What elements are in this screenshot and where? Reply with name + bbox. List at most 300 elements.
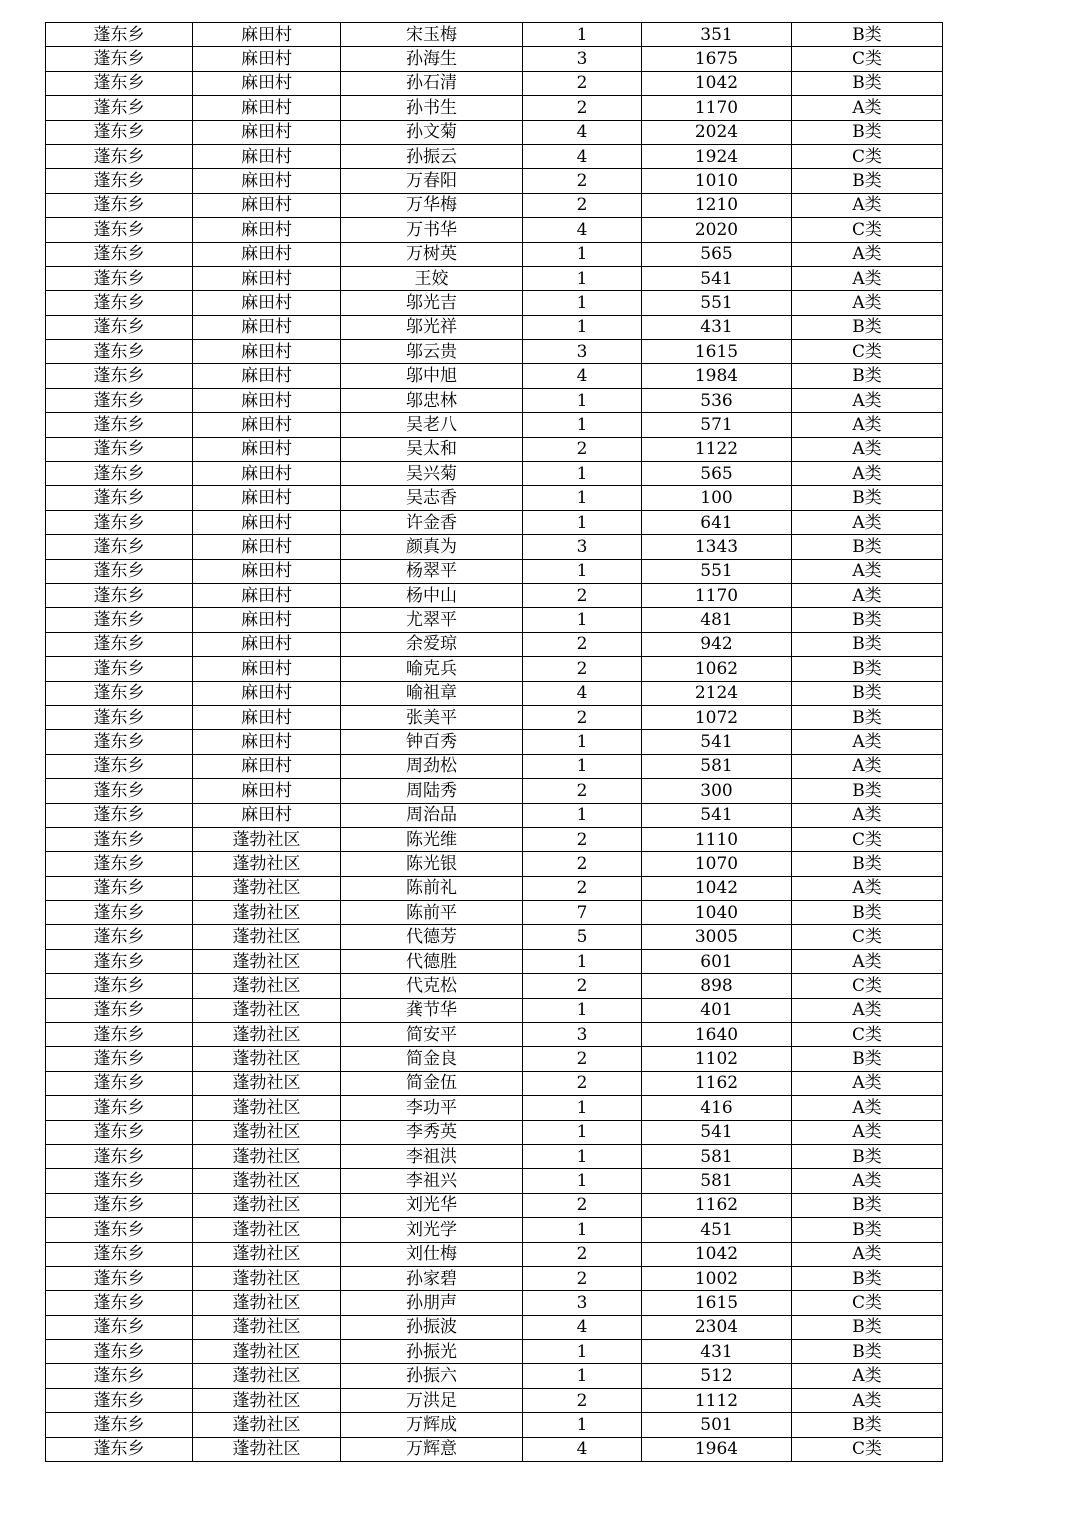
name-cell: 孙振云 xyxy=(341,144,523,168)
township-cell: 蓬东乡 xyxy=(46,340,193,364)
township-cell: 蓬东乡 xyxy=(46,827,193,851)
amount-cell: 1675 xyxy=(642,47,792,71)
table-row xyxy=(46,1047,943,1071)
village-cell: 麻田村 xyxy=(193,71,341,95)
amount-cell: 601 xyxy=(642,949,792,973)
category-cell: B类 xyxy=(792,1218,943,1242)
township-cell: 蓬东乡 xyxy=(46,705,193,729)
table-row xyxy=(46,1193,943,1217)
table-row xyxy=(46,510,943,534)
village-cell: 麻田村 xyxy=(193,535,341,559)
category-cell: A类 xyxy=(792,559,943,583)
name-cell: 邬光祥 xyxy=(341,315,523,339)
household-size-cell: 2 xyxy=(523,827,642,851)
amount-cell: 2124 xyxy=(642,681,792,705)
category-cell: B类 xyxy=(792,705,943,729)
category-cell: A类 xyxy=(792,437,943,461)
table-row xyxy=(46,437,943,461)
name-cell: 李功平 xyxy=(341,1096,523,1120)
township-cell: 蓬东乡 xyxy=(46,1193,193,1217)
township-cell: 蓬东乡 xyxy=(46,1218,193,1242)
township-cell: 蓬东乡 xyxy=(46,1364,193,1388)
village-cell: 麻田村 xyxy=(193,803,341,827)
township-cell: 蓬东乡 xyxy=(46,462,193,486)
amount-cell: 416 xyxy=(642,1096,792,1120)
household-size-cell: 2 xyxy=(523,437,642,461)
category-cell: B类 xyxy=(792,169,943,193)
category-cell: B类 xyxy=(792,535,943,559)
category-cell: B类 xyxy=(792,779,943,803)
amount-cell: 1102 xyxy=(642,1047,792,1071)
township-cell: 蓬东乡 xyxy=(46,388,193,412)
table-row xyxy=(46,681,943,705)
amount-cell: 581 xyxy=(642,754,792,778)
amount-cell: 431 xyxy=(642,1340,792,1364)
name-cell: 钟百秀 xyxy=(341,730,523,754)
township-cell: 蓬东乡 xyxy=(46,510,193,534)
table-row xyxy=(46,1120,943,1144)
category-cell: A类 xyxy=(792,1388,943,1412)
village-cell: 蓬勃社区 xyxy=(193,1144,341,1168)
name-cell: 刘仕梅 xyxy=(341,1242,523,1266)
township-cell: 蓬东乡 xyxy=(46,1437,193,1461)
amount-cell: 565 xyxy=(642,462,792,486)
village-cell: 麻田村 xyxy=(193,705,341,729)
data-table xyxy=(45,22,943,1462)
name-cell: 万春阳 xyxy=(341,169,523,193)
township-cell: 蓬东乡 xyxy=(46,803,193,827)
township-cell: 蓬东乡 xyxy=(46,681,193,705)
table-row xyxy=(46,779,943,803)
household-size-cell: 1 xyxy=(523,242,642,266)
table-row xyxy=(46,974,943,998)
table-row xyxy=(46,462,943,486)
name-cell: 孙振六 xyxy=(341,1364,523,1388)
village-cell: 蓬勃社区 xyxy=(193,998,341,1022)
village-cell: 麻田村 xyxy=(193,23,341,47)
table-row xyxy=(46,1291,943,1315)
name-cell: 龚节华 xyxy=(341,998,523,1022)
household-size-cell: 2 xyxy=(523,852,642,876)
amount-cell: 431 xyxy=(642,315,792,339)
category-cell: B类 xyxy=(792,1413,943,1437)
household-size-cell: 3 xyxy=(523,535,642,559)
village-cell: 麻田村 xyxy=(193,120,341,144)
amount-cell: 541 xyxy=(642,1120,792,1144)
village-cell: 蓬勃社区 xyxy=(193,974,341,998)
household-size-cell: 1 xyxy=(523,388,642,412)
village-cell: 麻田村 xyxy=(193,730,341,754)
category-cell: A类 xyxy=(792,1364,943,1388)
name-cell: 陈光维 xyxy=(341,827,523,851)
township-cell: 蓬东乡 xyxy=(46,876,193,900)
household-size-cell: 2 xyxy=(523,96,642,120)
name-cell: 李秀英 xyxy=(341,1120,523,1144)
township-cell: 蓬东乡 xyxy=(46,169,193,193)
township-cell: 蓬东乡 xyxy=(46,1169,193,1193)
amount-cell: 1072 xyxy=(642,705,792,729)
name-cell: 刘光学 xyxy=(341,1218,523,1242)
category-cell: C类 xyxy=(792,1291,943,1315)
table-row xyxy=(46,1340,943,1364)
table-row xyxy=(46,535,943,559)
category-cell: C类 xyxy=(792,925,943,949)
amount-cell: 1924 xyxy=(642,144,792,168)
township-cell: 蓬东乡 xyxy=(46,144,193,168)
name-cell: 万树英 xyxy=(341,242,523,266)
household-size-cell: 2 xyxy=(523,193,642,217)
amount-cell: 1110 xyxy=(642,827,792,851)
township-cell: 蓬东乡 xyxy=(46,1413,193,1437)
category-cell: A类 xyxy=(792,754,943,778)
household-size-cell: 2 xyxy=(523,71,642,95)
township-cell: 蓬东乡 xyxy=(46,47,193,71)
name-cell: 万辉成 xyxy=(341,1413,523,1437)
township-cell: 蓬东乡 xyxy=(46,1242,193,1266)
village-cell: 蓬勃社区 xyxy=(193,1437,341,1461)
household-size-cell: 1 xyxy=(523,754,642,778)
village-cell: 蓬勃社区 xyxy=(193,1340,341,1364)
name-cell: 王姣 xyxy=(341,266,523,290)
table-row xyxy=(46,486,943,510)
village-cell: 麻田村 xyxy=(193,779,341,803)
table-row xyxy=(46,413,943,437)
table-row xyxy=(46,71,943,95)
name-cell: 陈前平 xyxy=(341,901,523,925)
village-cell: 麻田村 xyxy=(193,437,341,461)
household-size-cell: 1 xyxy=(523,998,642,1022)
category-cell: B类 xyxy=(792,1340,943,1364)
township-cell: 蓬东乡 xyxy=(46,1120,193,1144)
township-cell: 蓬东乡 xyxy=(46,1388,193,1412)
table-row xyxy=(46,754,943,778)
amount-cell: 551 xyxy=(642,291,792,315)
category-cell: A类 xyxy=(792,803,943,827)
village-cell: 蓬勃社区 xyxy=(193,1047,341,1071)
table-row xyxy=(46,705,943,729)
household-size-cell: 3 xyxy=(523,1023,642,1047)
document-page xyxy=(45,22,943,1462)
township-cell: 蓬东乡 xyxy=(46,535,193,559)
household-size-cell: 1 xyxy=(523,1096,642,1120)
village-cell: 麻田村 xyxy=(193,583,341,607)
township-cell: 蓬东乡 xyxy=(46,364,193,388)
table-row xyxy=(46,901,943,925)
household-size-cell: 3 xyxy=(523,340,642,364)
category-cell: B类 xyxy=(792,632,943,656)
village-cell: 蓬勃社区 xyxy=(193,1388,341,1412)
township-cell: 蓬东乡 xyxy=(46,71,193,95)
category-cell: A类 xyxy=(792,949,943,973)
township-cell: 蓬东乡 xyxy=(46,1144,193,1168)
category-cell: C类 xyxy=(792,827,943,851)
table-row xyxy=(46,1437,943,1461)
amount-cell: 541 xyxy=(642,730,792,754)
amount-cell: 1615 xyxy=(642,340,792,364)
category-cell: B类 xyxy=(792,852,943,876)
village-cell: 麻田村 xyxy=(193,657,341,681)
name-cell: 邬忠林 xyxy=(341,388,523,412)
table-row xyxy=(46,266,943,290)
table-row xyxy=(46,559,943,583)
name-cell: 吴太和 xyxy=(341,437,523,461)
name-cell: 孙振光 xyxy=(341,1340,523,1364)
amount-cell: 551 xyxy=(642,559,792,583)
table-row xyxy=(46,23,943,47)
village-cell: 蓬勃社区 xyxy=(193,1315,341,1339)
amount-cell: 1010 xyxy=(642,169,792,193)
table-body xyxy=(46,23,943,1462)
table-row xyxy=(46,608,943,632)
name-cell: 孙振波 xyxy=(341,1315,523,1339)
category-cell: C类 xyxy=(792,1023,943,1047)
household-size-cell: 5 xyxy=(523,925,642,949)
township-cell: 蓬东乡 xyxy=(46,608,193,632)
category-cell: C类 xyxy=(792,974,943,998)
name-cell: 万华梅 xyxy=(341,193,523,217)
category-cell: B类 xyxy=(792,71,943,95)
village-cell: 蓬勃社区 xyxy=(193,1413,341,1437)
amount-cell: 541 xyxy=(642,266,792,290)
table-row xyxy=(46,120,943,144)
village-cell: 麻田村 xyxy=(193,486,341,510)
household-size-cell: 1 xyxy=(523,291,642,315)
category-cell: C类 xyxy=(792,218,943,242)
name-cell: 张美平 xyxy=(341,705,523,729)
household-size-cell: 1 xyxy=(523,1340,642,1364)
name-cell: 邬光吉 xyxy=(341,291,523,315)
name-cell: 孙海生 xyxy=(341,47,523,71)
amount-cell: 1170 xyxy=(642,583,792,607)
household-size-cell: 2 xyxy=(523,632,642,656)
village-cell: 麻田村 xyxy=(193,266,341,290)
category-cell: B类 xyxy=(792,120,943,144)
category-cell: C类 xyxy=(792,144,943,168)
amount-cell: 565 xyxy=(642,242,792,266)
household-size-cell: 3 xyxy=(523,1291,642,1315)
amount-cell: 1070 xyxy=(642,852,792,876)
household-size-cell: 1 xyxy=(523,1144,642,1168)
category-cell: A类 xyxy=(792,242,943,266)
household-size-cell: 1 xyxy=(523,1169,642,1193)
table-row xyxy=(46,144,943,168)
amount-cell: 481 xyxy=(642,608,792,632)
amount-cell: 1615 xyxy=(642,1291,792,1315)
amount-cell: 1122 xyxy=(642,437,792,461)
village-cell: 蓬勃社区 xyxy=(193,1266,341,1290)
table-row xyxy=(46,583,943,607)
township-cell: 蓬东乡 xyxy=(46,998,193,1022)
table-row xyxy=(46,1242,943,1266)
table-row xyxy=(46,1169,943,1193)
village-cell: 麻田村 xyxy=(193,340,341,364)
amount-cell: 1640 xyxy=(642,1023,792,1047)
household-size-cell: 1 xyxy=(523,462,642,486)
amount-cell: 2020 xyxy=(642,218,792,242)
household-size-cell: 2 xyxy=(523,876,642,900)
village-cell: 麻田村 xyxy=(193,315,341,339)
township-cell: 蓬东乡 xyxy=(46,974,193,998)
village-cell: 蓬勃社区 xyxy=(193,949,341,973)
village-cell: 蓬勃社区 xyxy=(193,827,341,851)
township-cell: 蓬东乡 xyxy=(46,1071,193,1095)
name-cell: 简金伍 xyxy=(341,1071,523,1095)
amount-cell: 536 xyxy=(642,388,792,412)
name-cell: 李祖洪 xyxy=(341,1144,523,1168)
table-row xyxy=(46,1096,943,1120)
village-cell: 麻田村 xyxy=(193,754,341,778)
table-row xyxy=(46,1218,943,1242)
village-cell: 麻田村 xyxy=(193,681,341,705)
table-row xyxy=(46,852,943,876)
amount-cell: 1210 xyxy=(642,193,792,217)
village-cell: 蓬勃社区 xyxy=(193,1071,341,1095)
name-cell: 杨翠平 xyxy=(341,559,523,583)
name-cell: 周陆秀 xyxy=(341,779,523,803)
village-cell: 麻田村 xyxy=(193,96,341,120)
household-size-cell: 1 xyxy=(523,486,642,510)
name-cell: 简金良 xyxy=(341,1047,523,1071)
table-row xyxy=(46,291,943,315)
table-row xyxy=(46,1315,943,1339)
village-cell: 麻田村 xyxy=(193,144,341,168)
category-cell: A类 xyxy=(792,510,943,534)
township-cell: 蓬东乡 xyxy=(46,1096,193,1120)
table-row xyxy=(46,1266,943,1290)
village-cell: 麻田村 xyxy=(193,364,341,388)
name-cell: 周劲松 xyxy=(341,754,523,778)
category-cell: A类 xyxy=(792,1242,943,1266)
table-row xyxy=(46,632,943,656)
name-cell: 孙文菊 xyxy=(341,120,523,144)
household-size-cell: 2 xyxy=(523,657,642,681)
village-cell: 蓬勃社区 xyxy=(193,1023,341,1047)
township-cell: 蓬东乡 xyxy=(46,583,193,607)
village-cell: 蓬勃社区 xyxy=(193,901,341,925)
household-size-cell: 2 xyxy=(523,1242,642,1266)
category-cell: B类 xyxy=(792,681,943,705)
category-cell: B类 xyxy=(792,1315,943,1339)
township-cell: 蓬东乡 xyxy=(46,96,193,120)
amount-cell: 501 xyxy=(642,1413,792,1437)
table-row xyxy=(46,730,943,754)
amount-cell: 100 xyxy=(642,486,792,510)
name-cell: 杨中山 xyxy=(341,583,523,607)
amount-cell: 300 xyxy=(642,779,792,803)
village-cell: 麻田村 xyxy=(193,47,341,71)
category-cell: B类 xyxy=(792,1047,943,1071)
household-size-cell: 1 xyxy=(523,730,642,754)
table-row xyxy=(46,1071,943,1095)
village-cell: 麻田村 xyxy=(193,462,341,486)
category-cell: A类 xyxy=(792,193,943,217)
household-size-cell: 2 xyxy=(523,1388,642,1412)
household-size-cell: 4 xyxy=(523,218,642,242)
township-cell: 蓬东乡 xyxy=(46,949,193,973)
name-cell: 余爱琼 xyxy=(341,632,523,656)
name-cell: 喻祖章 xyxy=(341,681,523,705)
table-row xyxy=(46,803,943,827)
township-cell: 蓬东乡 xyxy=(46,242,193,266)
category-cell: A类 xyxy=(792,1096,943,1120)
village-cell: 麻田村 xyxy=(193,559,341,583)
household-size-cell: 2 xyxy=(523,974,642,998)
name-cell: 万洪足 xyxy=(341,1388,523,1412)
village-cell: 麻田村 xyxy=(193,193,341,217)
amount-cell: 1170 xyxy=(642,96,792,120)
table-row xyxy=(46,242,943,266)
category-cell: A类 xyxy=(792,413,943,437)
township-cell: 蓬东乡 xyxy=(46,559,193,583)
category-cell: A类 xyxy=(792,1071,943,1095)
name-cell: 孙书生 xyxy=(341,96,523,120)
table-row xyxy=(46,364,943,388)
village-cell: 蓬勃社区 xyxy=(193,1096,341,1120)
name-cell: 陈前礼 xyxy=(341,876,523,900)
township-cell: 蓬东乡 xyxy=(46,1047,193,1071)
name-cell: 邬云贵 xyxy=(341,340,523,364)
category-cell: B类 xyxy=(792,657,943,681)
village-cell: 麻田村 xyxy=(193,169,341,193)
amount-cell: 641 xyxy=(642,510,792,534)
household-size-cell: 1 xyxy=(523,949,642,973)
name-cell: 孙家碧 xyxy=(341,1266,523,1290)
township-cell: 蓬东乡 xyxy=(46,486,193,510)
table-row xyxy=(46,388,943,412)
household-size-cell: 2 xyxy=(523,1047,642,1071)
category-cell: A类 xyxy=(792,998,943,1022)
category-cell: A类 xyxy=(792,1169,943,1193)
table-row xyxy=(46,657,943,681)
name-cell: 万书华 xyxy=(341,218,523,242)
amount-cell: 451 xyxy=(642,1218,792,1242)
category-cell: A类 xyxy=(792,583,943,607)
name-cell: 孙石清 xyxy=(341,71,523,95)
township-cell: 蓬东乡 xyxy=(46,632,193,656)
township-cell: 蓬东乡 xyxy=(46,413,193,437)
village-cell: 麻田村 xyxy=(193,608,341,632)
household-size-cell: 1 xyxy=(523,413,642,437)
township-cell: 蓬东乡 xyxy=(46,901,193,925)
household-size-cell: 2 xyxy=(523,779,642,803)
table-row xyxy=(46,1023,943,1047)
village-cell: 蓬勃社区 xyxy=(193,1218,341,1242)
table-row xyxy=(46,169,943,193)
household-size-cell: 2 xyxy=(523,1193,642,1217)
township-cell: 蓬东乡 xyxy=(46,266,193,290)
village-cell: 蓬勃社区 xyxy=(193,1120,341,1144)
amount-cell: 512 xyxy=(642,1364,792,1388)
village-cell: 麻田村 xyxy=(193,388,341,412)
amount-cell: 571 xyxy=(642,413,792,437)
amount-cell: 1162 xyxy=(642,1071,792,1095)
name-cell: 陈光银 xyxy=(341,852,523,876)
village-cell: 蓬勃社区 xyxy=(193,876,341,900)
category-cell: B类 xyxy=(792,1144,943,1168)
household-size-cell: 1 xyxy=(523,1218,642,1242)
household-size-cell: 1 xyxy=(523,266,642,290)
amount-cell: 1042 xyxy=(642,876,792,900)
household-size-cell: 1 xyxy=(523,559,642,583)
household-size-cell: 1 xyxy=(523,510,642,534)
household-size-cell: 1 xyxy=(523,1120,642,1144)
name-cell: 周治品 xyxy=(341,803,523,827)
household-size-cell: 1 xyxy=(523,803,642,827)
name-cell: 尤翠平 xyxy=(341,608,523,632)
name-cell: 喻克兵 xyxy=(341,657,523,681)
township-cell: 蓬东乡 xyxy=(46,315,193,339)
township-cell: 蓬东乡 xyxy=(46,1266,193,1290)
